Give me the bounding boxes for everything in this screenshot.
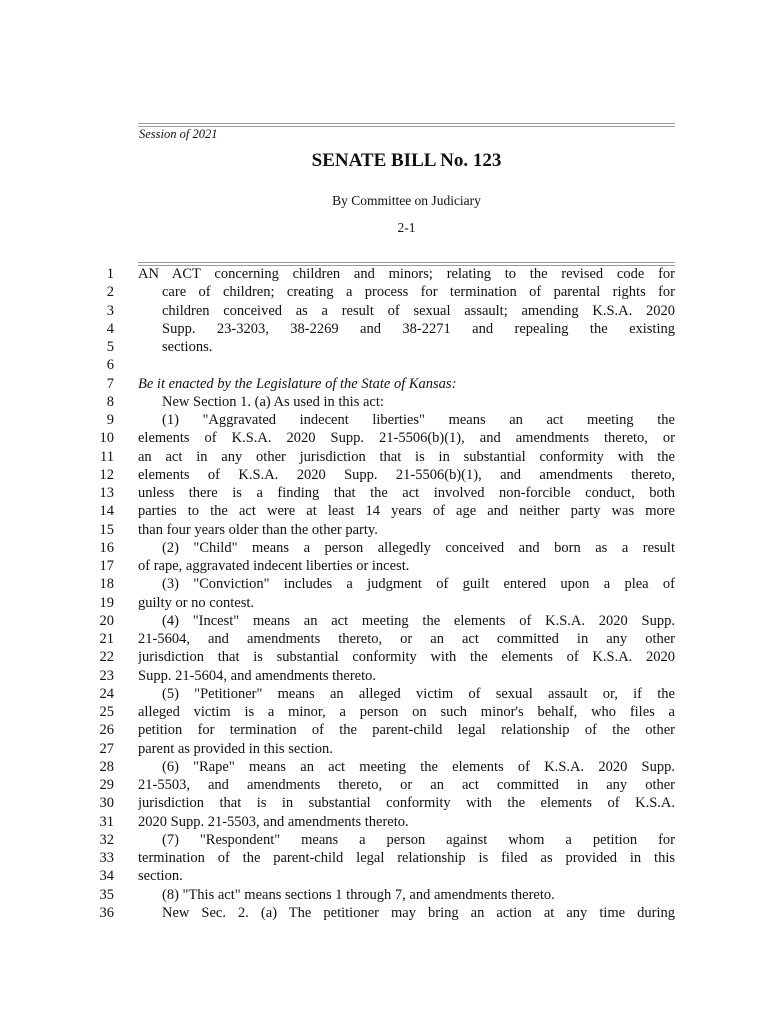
header-rule [138, 123, 675, 124]
bill-text-line: guilty or no contest. [138, 594, 254, 611]
line-number: 13 [99, 485, 114, 501]
line-number: 5 [106, 339, 114, 355]
bill-text-line: (6) "Rape" means an act meeting the elements of K.S.A. 2020 Supp. [162, 758, 675, 775]
line-number: 19 [99, 594, 114, 611]
bill-text-line: petition for termination of the parent-child legal relationship of the other [138, 722, 675, 739]
line-number: 16 [99, 539, 114, 556]
line-number: 27 [99, 740, 114, 757]
bill-text-line: jurisdiction that is substantial conformity with the elements of K.S.A. 2020 [138, 649, 675, 666]
line-number: 2 [106, 284, 114, 301]
bill-text-line: elements of K.S.A. 2020 Supp. 21-5506(b)(1), and amendments thereto, [138, 466, 675, 483]
line-number: 14 [99, 503, 114, 520]
line-number: 31 [99, 813, 114, 830]
line-number: 23 [99, 667, 114, 684]
bill-text-line: (7) "Respondent" means a person against whom a petition for [162, 831, 675, 848]
session-label: Session of 2021 [139, 127, 218, 141]
bill-text-line: New Section 1. (a) As used in this act: [162, 393, 384, 410]
line-number: 17 [99, 558, 114, 574]
line-number: 32 [99, 831, 114, 848]
bill-text-line: an act in any other jurisdiction that is in substantial conformity with the [138, 448, 675, 465]
line-number: 35 [99, 886, 114, 903]
line-number: 30 [99, 795, 114, 812]
bill-text-line: alleged victim is a minor, a person on such minor's behalf, who files a [138, 704, 675, 720]
bill-text-line: Supp. 21-5604, and amendments thereto. [138, 667, 376, 684]
line-number: 18 [99, 576, 114, 593]
bill-text-line: jurisdiction that is in substantial conformity with the elements of K.S.A. [138, 795, 675, 812]
bill-text-line: (1) "Aggravated indecent liberties" means an act meeting the [162, 412, 675, 428]
line-number: 9 [106, 412, 114, 428]
bill-text-line: (8) "This act" means sections 1 through 7, and amendments thereto. [162, 886, 555, 903]
bill-text-line: parties to the act were at least 14 years of age and neither party was more [138, 503, 675, 520]
line-number: 15 [99, 521, 114, 538]
bill-text-line: 21-5604, and amendments thereto, or an act committed in any other [138, 631, 675, 647]
bill-text-line: Supp. 23-3203, 38-2269 and 38-2271 and repealing the existing [162, 320, 675, 337]
bill-text-line: care of children; creating a process for termination of parental rights for [162, 284, 675, 301]
bill-text-line: (3) "Conviction" includes a judgment of guilt entered upon a plea of [162, 576, 675, 593]
bill-text-line: of rape, aggravated indecent liberties or incest. [138, 558, 410, 574]
line-number: 24 [99, 685, 114, 702]
bill-text-line: 2020 Supp. 21-5503, and amendments thereto. [138, 813, 409, 830]
bill-text-line: 21-5503, and amendments thereto, or an act committed in any other [138, 777, 675, 793]
line-number: 4 [106, 320, 114, 337]
line-number: 33 [99, 850, 114, 866]
bill-text-line: (5) "Petitioner" means an alleged victim of sexual assault or, if the [162, 685, 675, 702]
line-number: 25 [99, 704, 114, 720]
line-number: 7 [106, 375, 114, 392]
bill-text-line: (4) "Incest" means an act meeting the elements of K.S.A. 2020 Supp. [162, 612, 675, 629]
bill-text-line: Be it enacted by the Legislature of the State of Kansas: [138, 375, 457, 392]
line-number: 12 [99, 466, 114, 483]
line-number: 6 [106, 357, 114, 374]
bill-text-line: elements of K.S.A. 2020 Supp. 21-5506(b)(1), and amendments thereto, or [138, 430, 675, 447]
bill-sponsor: By Committee on Judiciary [332, 193, 481, 208]
line-number: 3 [106, 302, 114, 319]
line-number: 28 [99, 758, 114, 775]
body-rule [138, 262, 675, 263]
line-number: 34 [99, 868, 114, 885]
bill-text-line: children conceived as a result of sexual assault; amending K.S.A. 2020 [162, 302, 675, 319]
bill-date: 2-1 [397, 220, 416, 235]
bill-text-line: unless there is a finding that the act involved non-forcible conduct, both [138, 485, 675, 501]
bill-text-line: New Sec. 2. (a) The petitioner may bring an action at any time during [162, 904, 675, 921]
bill-text-line: sections. [162, 339, 213, 355]
line-number: 29 [99, 777, 114, 793]
line-number: 20 [99, 612, 114, 629]
bill-text-line: than four years older than the other party. [138, 521, 378, 538]
bill-text-line: AN ACT concerning children and minors; relating to the revised code for [138, 266, 675, 282]
line-number: 1 [106, 266, 114, 282]
line-number: 10 [99, 430, 114, 447]
line-number: 21 [99, 631, 114, 647]
bill-text-line: parent as provided in this section. [138, 740, 333, 757]
line-number: 22 [99, 649, 114, 666]
line-number: 8 [106, 393, 114, 410]
line-number: 26 [99, 722, 114, 739]
line-number: 36 [99, 904, 114, 921]
bill-text-line: termination of the parent-child legal relationship is filed as provided in this [138, 850, 675, 866]
bill-text-line: section. [138, 868, 183, 885]
header-rule [138, 126, 675, 127]
bill-title: SENATE BILL No. 123 [311, 150, 502, 171]
line-number: 11 [100, 448, 114, 465]
bill-text-line: (2) "Child" means a person allegedly conceived and born as a result [162, 539, 675, 556]
